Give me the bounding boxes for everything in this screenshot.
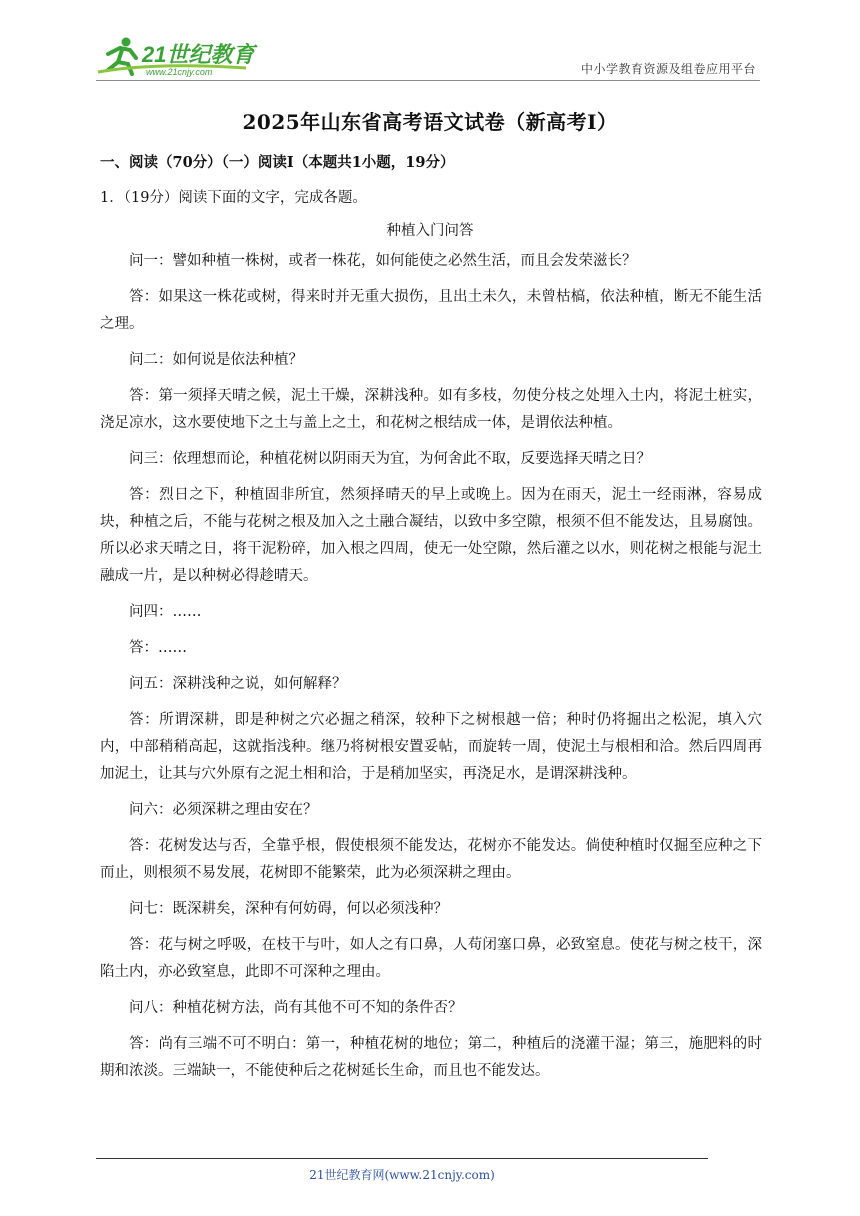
- paragraph: 答：所谓深耕，即是种树之穴必掘之稍深，较种下之树根越一倍；种时仍将掘出之松泥，填入穴内，中部稍稍高起，这就指浅种。继乃将树根安置妥帖，而旋转一周，使泥土与根相和洽。然后四周再加泥土，让其与穴外原有之泥土相和洽，于是稍加坚实，再浇足水，是谓深耕浅种。: [100, 711, 762, 783]
- site-logo[interactable]: [96, 34, 266, 78]
- header-divider: [96, 80, 760, 81]
- paragraph: 答：烈日之下，种植固非所宜，然须择晴天的早上或晚上。因为在雨天，泥土一经雨淋，容易成块，种植之后，不能与花树之根及加入之土融合凝结，以致中多空隙，根须不但不能发达，且易腐蚀。所以必求天晴之日，将干泥粉碎，加入根之四周，使无一处空隙，然后灌之以水，则花树之根能与泥土融成一片，是以种树必得趁晴天。: [100, 486, 762, 585]
- paragraph: 答：……: [129, 640, 187, 657]
- paragraph: 问六：必须深耕之理由安在？: [129, 802, 318, 819]
- article-body: [100, 248, 762, 1094]
- section-heading: 一、阅读（70分）（一）阅读Ⅰ（本题共1小题，19分）: [100, 154, 455, 171]
- article-title: 种植入门问答: [386, 223, 474, 239]
- page-header: [96, 28, 760, 80]
- question-prompt: 1．（19分）阅读下面的文字，完成各题。: [100, 190, 367, 206]
- footer-link[interactable]: 21世纪教育网(www.21cnjy.com): [309, 1168, 495, 1182]
- exam-title: 2025年山东省高考语文试卷（新高考Ⅰ）: [242, 110, 618, 134]
- paragraph: 答：花与树之呼吸，在枝干与叶，如人之有口鼻，人苟闭塞口鼻，必致窒息。使花与树之枝干，深陷土内，亦必致窒息，此即不可深种之理由。: [100, 936, 762, 981]
- paragraph: 问一：譬如种植一株树，或者一株花，如何能使之必然生活，而且会发荣滋长？: [129, 253, 637, 269]
- logo-url: www.21cnjy.com: [146, 67, 213, 77]
- logo-wordmark: 21世纪教育: [142, 42, 255, 67]
- paragraph: 问三：依理想而论，种植花树以阴雨天为宜，为何舍此不取，反要选择天晴之日？: [129, 450, 651, 467]
- paragraph: 答：第一须择天晴之候，泥土干燥，深耕浅种。如有多枝，勿使分枝之处埋入土内，将泥土桩实，浇足凉水，这水要使地下之土与盖上之土，和花树之根结成一体，是谓依法种植。: [100, 387, 762, 431]
- paragraph: 问四：……: [129, 604, 202, 621]
- paragraph: 问二：如何说是依法种植？: [129, 351, 303, 368]
- paragraph: 问七：既深耕矣，深种有何妨碍，何以必须浅种？: [129, 900, 448, 917]
- paragraph: 答：尚有三端不可不明白：第一，种植花树的地位；第二，种植后的浇灌干湿；第三，施肥料的时期和浓淡。三端缺一，不能使种后之花树延长生命，而且也不能发达。: [100, 1035, 762, 1079]
- paragraph: 问八：种植花树方法，尚有其他不可不知的条件否？: [129, 999, 463, 1016]
- runner-logo-icon: [96, 34, 266, 78]
- footer-divider: [96, 1158, 708, 1159]
- paragraph: 答：花树发达与否，全靠乎根，假使根须不能发达，花树亦不能发达。倘使种植时仅掘至应种之下而止，则根须不易发展，花树即不能繁荣，此为必须深耕之理由。: [100, 837, 762, 882]
- platform-label: 中小学教育资源及组卷应用平台: [580, 62, 756, 76]
- paragraph: 答：如果这一株花或树，得来时并无重大损伤，且出土未久，未曾枯槁，依法种植，断无不能生活之理。: [100, 288, 762, 333]
- paragraph: 问五：深耕浅种之说，如何解释？: [129, 675, 347, 692]
